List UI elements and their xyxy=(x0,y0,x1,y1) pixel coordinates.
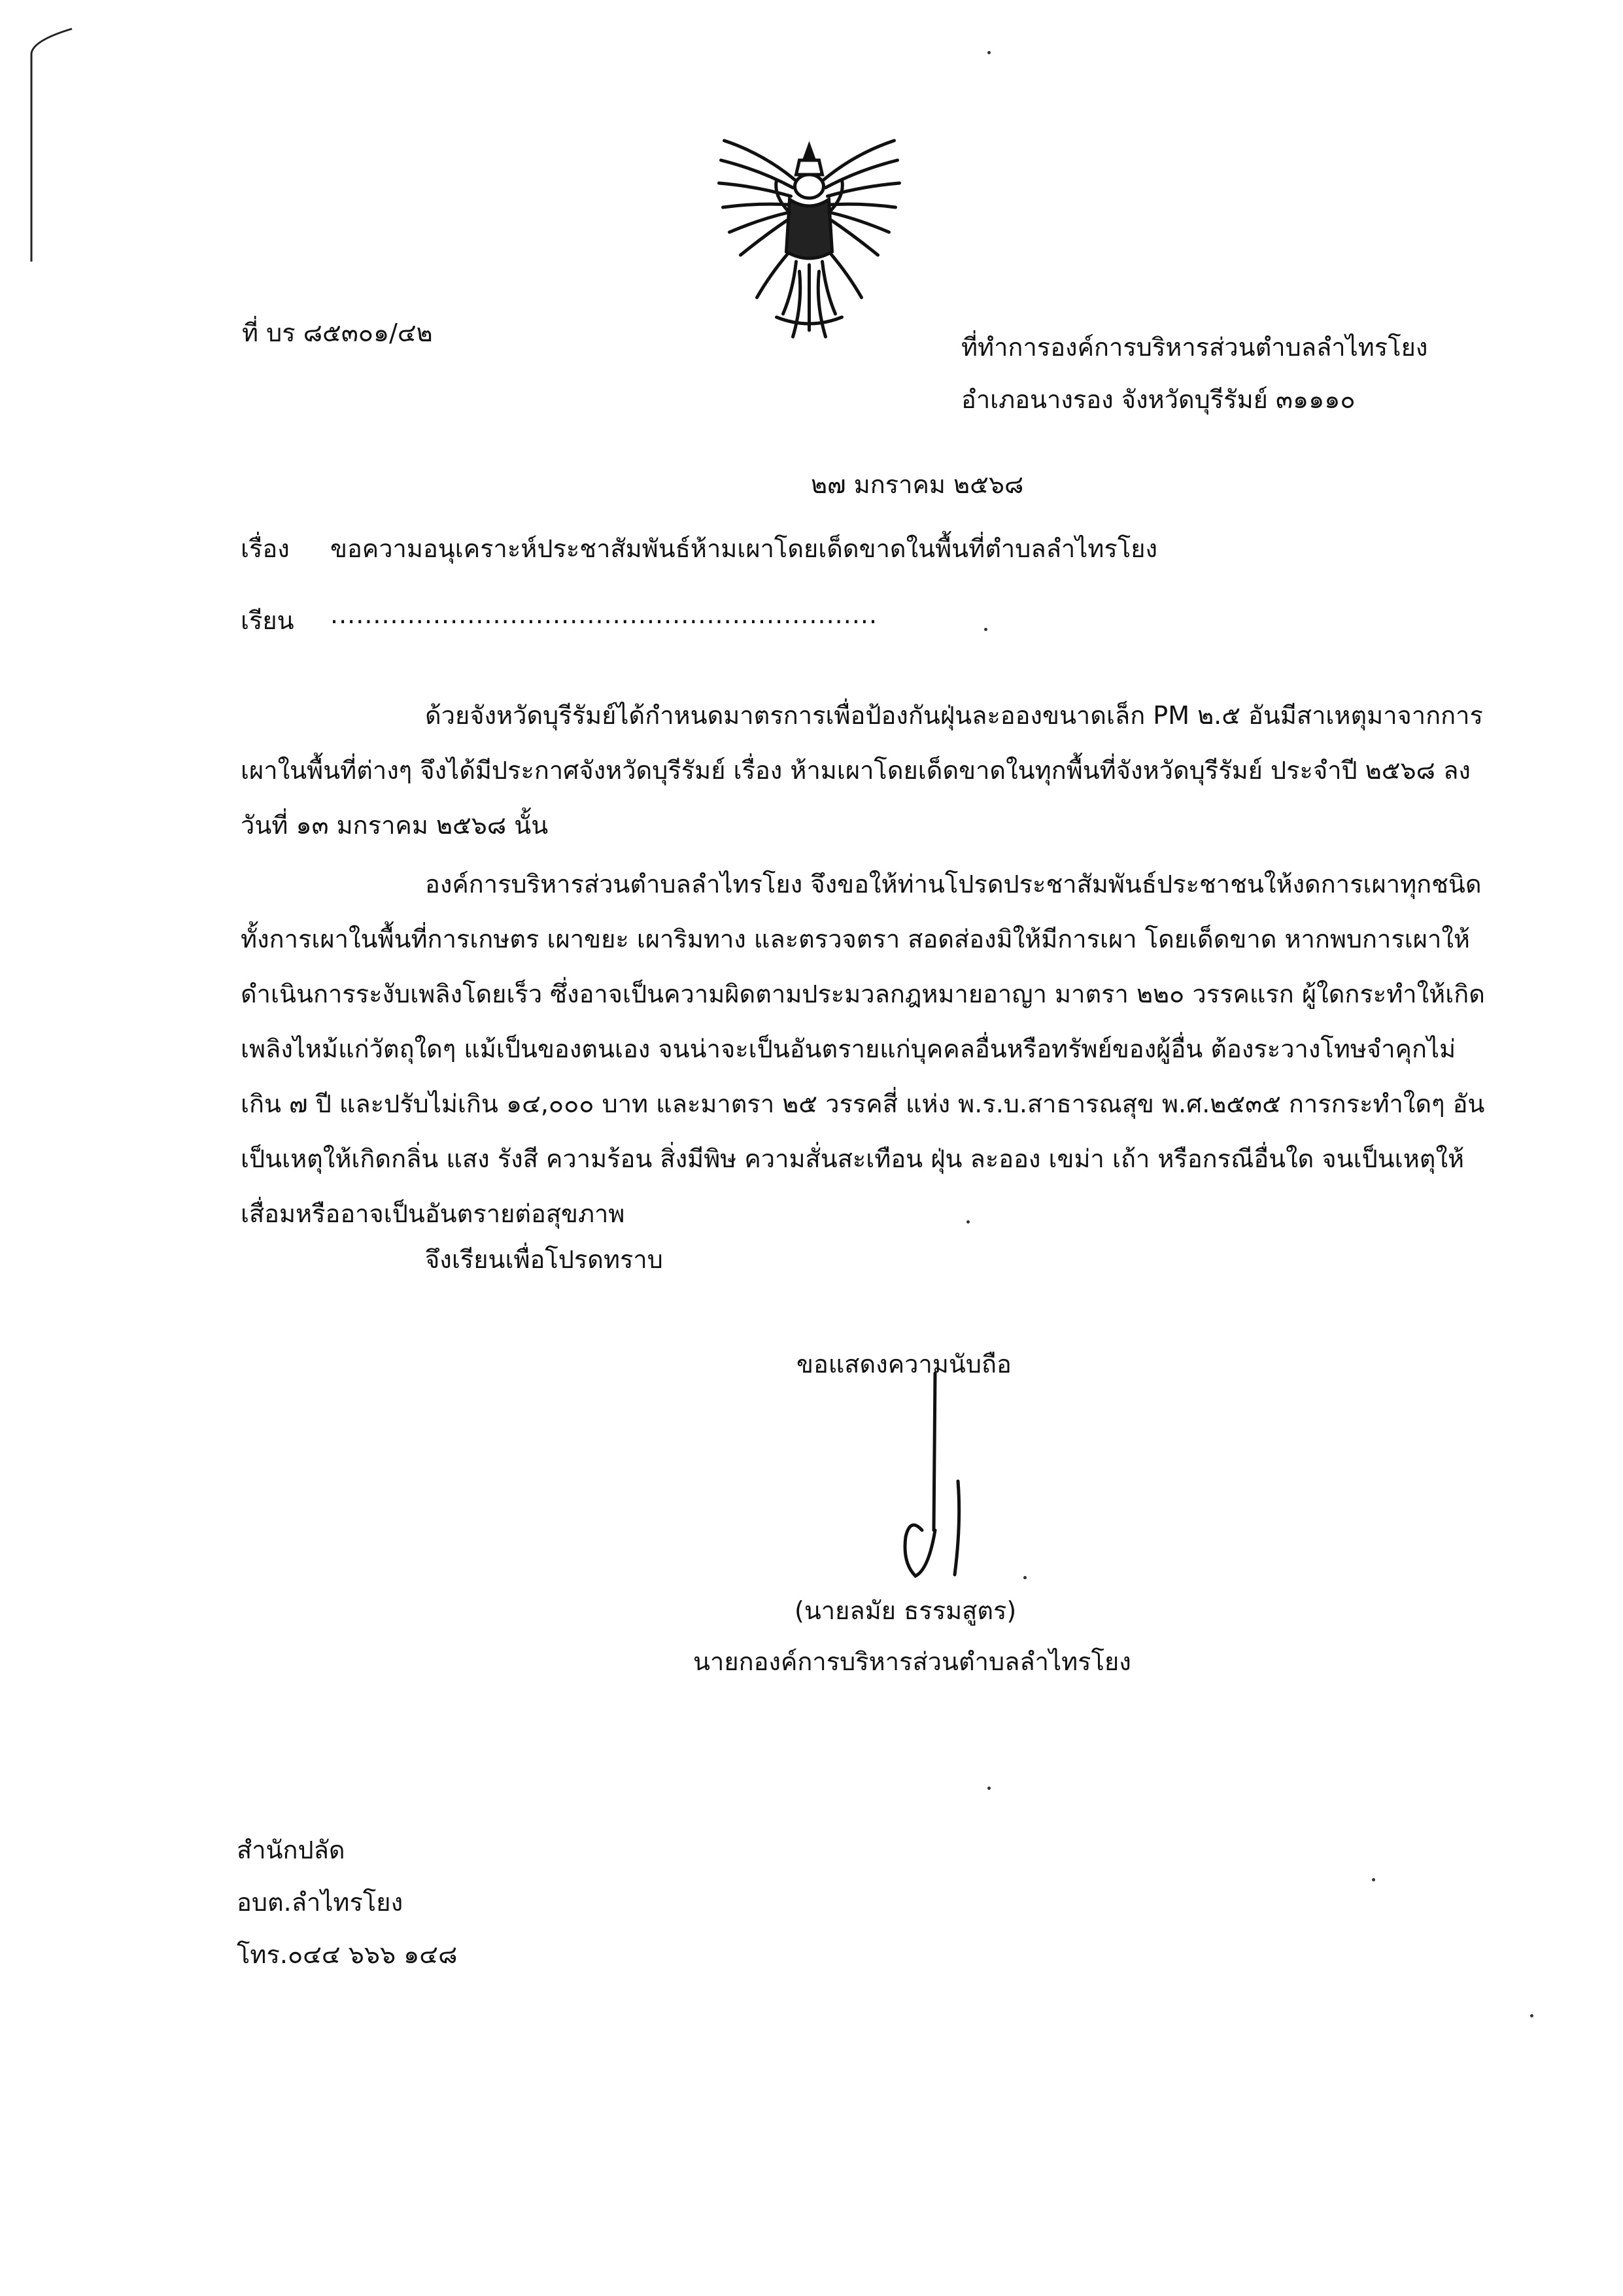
body-paragraph-2 xyxy=(241,857,1491,1241)
document-date: ๒๗ มกราคม ๒๕๖๘ xyxy=(811,470,1024,499)
garuda-emblem-icon xyxy=(709,134,909,343)
subject-text: ขอความอนุเคราะห์ประชาสัมพันธ์ห้ามเผาโดยเด็ดขาดในพื้นที่ตำบลลำไทรโยง xyxy=(330,534,1158,563)
footer-office: สำนักปลัด xyxy=(237,1836,345,1864)
scan-speck xyxy=(987,51,991,54)
footer-organization: อบต.ลำไทรโยง xyxy=(237,1888,403,1917)
closing-request: จึงเรียนเพื่อโปรดทราบ xyxy=(425,1245,663,1274)
signer-name: (นายลมัย ธรรมสูตร) xyxy=(794,1596,1017,1625)
signer-title: นายกองค์การบริหารส่วนตำบลลำไทรโยง xyxy=(693,1647,1131,1676)
scan-speck xyxy=(1023,1576,1027,1579)
paragraph-1-text: ด้วยจังหวัดบุรีรัมย์ได้กำหนดมาตรการเพื่อป้องกันฝุ่นละอองขนาดเล็ก PM ๒.๕ อันมีสาเหตุมาจากการเผาในพื้นที่ต่างๆ จึงได้มีประกาศจังหวัดบุรีรัมย์ เรื่อง ห้ามเผาโดยเด็ดขาดในทุกพื้นที่จังหวัดบุรีรัมย์ ประจำปี ๒๕๖๘ ลงวันที่ ๑๓ มกราคม ๒๕๖๘ นั้น xyxy=(241,701,1483,840)
paragraph-2-text: องค์การบริหารส่วนตำบลลำไทรโยง จึงขอให้ท่านโปรดประชาสัมพันธ์ประชาชนให้งดการเผาทุกชนิด ทั้งการเผาในพื้นที่การเกษตร เผาขยะ เผาริมทาง และตรวจตรา สอดส่องมิให้มีการเผา โดยเด็ดขาด หากพบการเผาให้ดำเนินการระงับเพลิงโดยเร็ว ซึ่งอาจเป็นความผิดตามประมวลกฎหมายอาญา มาตรา ๒๒๐ วรรคแรก ผู้ใดกระทำให้เกิดเพลิงไหม้แก่วัตถุใดๆ แม้เป็นของตนเอง จนน่าจะเป็นอันตรายแก่บุคคลอื่นหรือทรัพย์ของผู้อื่น ต้องระวางโทษจำคุกไม่เกิน ๗ ปี และปรับไม่เกิน ๑๔,๐๐๐ บาท และมาตรา ๒๕ วรรคสี่ แห่ง พ.ร.บ.สาธารณสุข พ.ศ.๒๕๓๕ การกระทำใดๆ อันเป็นเหตุให้เกิดกลิ่น แสง รังสี ความร้อน สิ่งมีพิษ ความสั่นสะเทือน ฝุ่น ละออง เขม่า เถ้า หรือกรณีอื่นใด จนเป็นเหตุให้เสื่อมหรืออาจเป็นอันตรายต่อสุขภาพ xyxy=(241,870,1485,1228)
scan-speck xyxy=(1372,1878,1375,1881)
footer-phone: โทร.๐๔๔ ๖๖๖ ๑๔๘ xyxy=(237,1940,458,1969)
scan-speck xyxy=(1530,2014,1533,2017)
salutation-label: เรียน xyxy=(241,606,294,635)
scan-speck xyxy=(984,628,987,631)
scan-speck xyxy=(966,1220,970,1224)
salutation-blank-line: ................................................................ xyxy=(330,600,878,629)
scan-edge-mark xyxy=(26,27,78,263)
handwritten-signature xyxy=(896,1367,994,1583)
body-paragraph-1 xyxy=(241,688,1491,853)
scan-speck xyxy=(987,1787,991,1790)
reference-number: ที่ บร ๘๕๓๐๑/๔๒ xyxy=(242,318,433,347)
sender-address-line-1: ที่ทำการองค์การบริหารส่วนตำบลลำไทรโยง xyxy=(961,333,1428,362)
sender-address-line-2: อำเภอนางรอง จังหวัดบุรีรัมย์ ๓๑๑๑๐ xyxy=(961,385,1356,414)
closing-salutation: ขอแสดงความนับถือ xyxy=(796,1350,1012,1379)
subject-label: เรื่อง xyxy=(241,534,290,563)
